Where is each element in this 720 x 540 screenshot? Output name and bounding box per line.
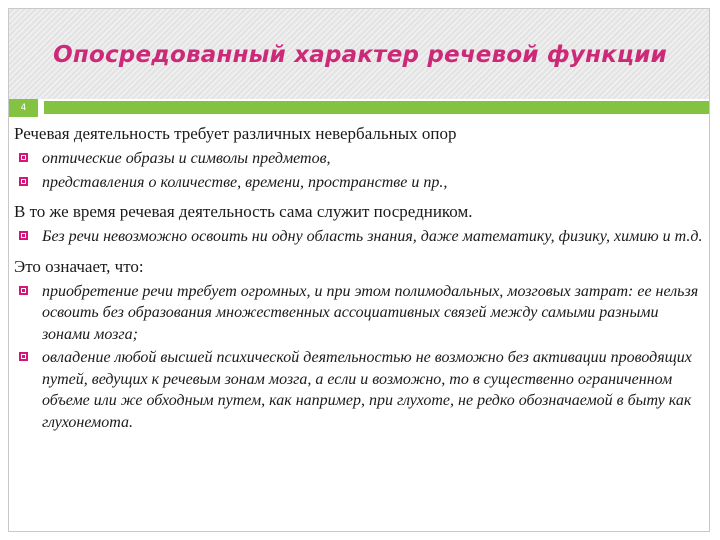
bullet-text: Без речи невозможно освоить ни одну область знания, даже математику, физику, химию и т.д. xyxy=(42,228,703,245)
bullet-text: представления о количестве, времени, пространстве и пр., xyxy=(42,173,448,191)
slide-title: Опосредованный характер речевой функции xyxy=(53,42,667,68)
square-bullet-icon xyxy=(19,352,28,361)
slide-number: 4 xyxy=(9,99,38,117)
list-item xyxy=(14,148,704,170)
slide-content xyxy=(14,123,704,435)
paragraph-1: Речевая деятельность требует различных невербальных опор xyxy=(14,124,457,143)
square-bullet-icon xyxy=(19,231,28,240)
square-bullet-icon xyxy=(19,177,28,186)
bullet-text: оптические образы и символы предметов, xyxy=(42,150,331,167)
list-item xyxy=(14,347,704,433)
list-item xyxy=(14,281,704,346)
list-item xyxy=(14,172,704,194)
list-item xyxy=(14,226,704,248)
square-bullet-icon xyxy=(19,153,28,162)
bullet-text: приобретение речи требует огромных, и при этом полимодальных, мозговых затрат: ее нельзя освоить без образования множественных ассоциативных связей между самыми разными зонами мозга; xyxy=(42,282,699,343)
accent-bar xyxy=(44,101,709,114)
bullet-text: овладение любой высшей психической деятельностью не возможно без активации проводящих путей, ведущих к речевым зонам мозга, а если и возможно, то в существенно ограниченном объеме или же обходным путем, как например, при глухоте, не редко обозначаемой в быту как глухонемота. xyxy=(42,349,692,431)
square-bullet-icon xyxy=(19,286,28,295)
paragraph-2: В то же время речевая деятельность сама служит посредником. xyxy=(14,202,473,221)
paragraph-3: Это означает, что: xyxy=(14,256,144,276)
